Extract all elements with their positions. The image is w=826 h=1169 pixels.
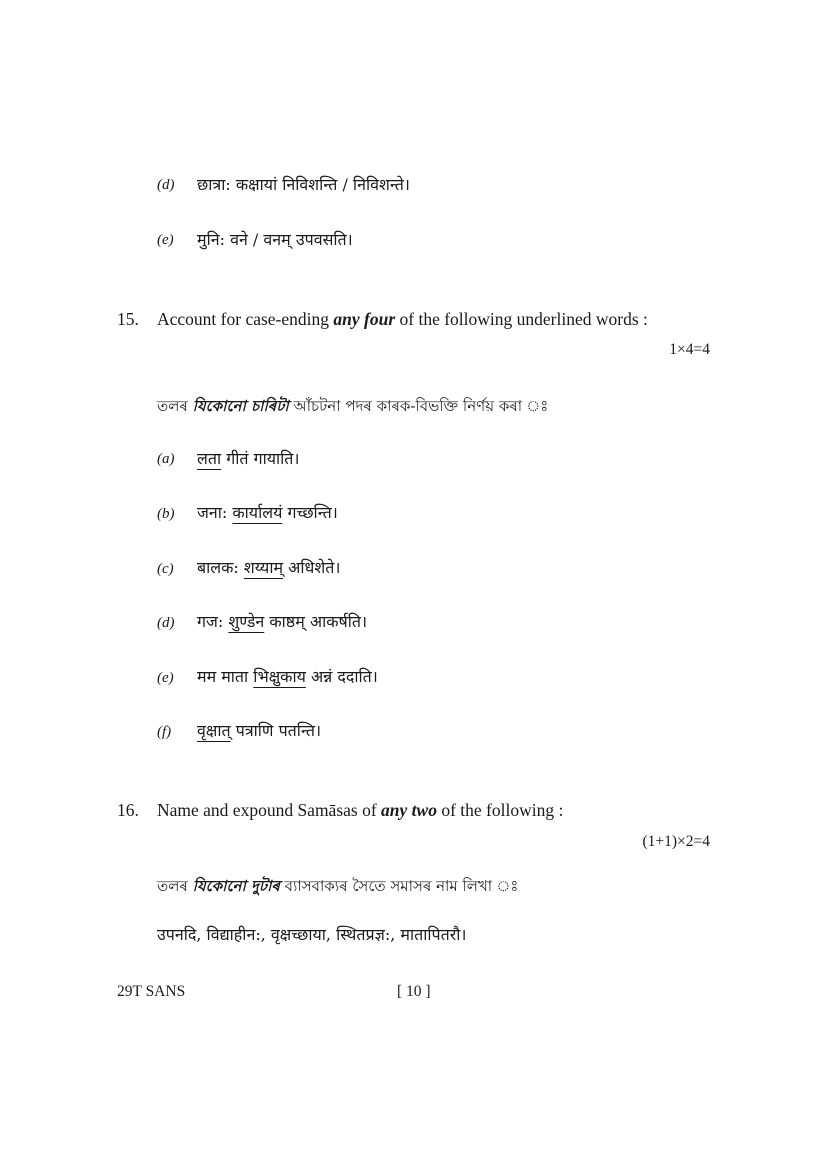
q15-item-b-text: जना: कार्यालयं गच्छन्ति। <box>197 503 338 522</box>
q15-item-a-text: लता गीतं गायाति। <box>197 449 300 468</box>
q16-question-emphasis: any two <box>381 800 437 820</box>
q15-item-f-text: वृक्षात् पत्राणि पतन्ति। <box>197 721 322 740</box>
q15-question: Account for case-ending any four of the following underlined words : <box>157 309 648 329</box>
footer-paper-code: 29T SANS <box>117 983 186 1000</box>
q15-item-a-label: (a) <box>157 451 175 467</box>
q15-item-f-label: (f) <box>157 724 172 740</box>
q16-marks: (1+1)×2=4 <box>642 833 710 850</box>
q14-item-d-label: (d) <box>157 177 175 193</box>
q14-item-e-label: (e) <box>157 232 174 248</box>
underlined-word: शुण्डेन <box>228 612 265 631</box>
underlined-word: लता <box>197 449 222 468</box>
underlined-word: कार्यालयं <box>232 503 283 522</box>
footer-page-number: [ 10 ] <box>397 983 431 1000</box>
q15-item-e-text: मम माता भिक्षुकाय अन्नं ददाति। <box>197 667 378 686</box>
q15-item-c-text: बालक: शय्याम् अधिशेते। <box>197 558 341 577</box>
q15-assamese-emphasis: যিকোনো চাৰিটা <box>192 397 289 415</box>
q16-words: उपनदि, विद्याहीन:, वृक्षच्छाया, स्थितप्रज्ञ:, मातापितरौ। <box>157 925 467 944</box>
q14-item-e-text: मुनि: वने / वनम् उपवसति। <box>197 230 353 249</box>
q16-question: Name and expound Samāsas of any two of the following : <box>157 800 564 820</box>
underlined-word: शय्याम् <box>243 558 284 577</box>
q16-assamese-emphasis: যিকোনো দুটাৰ <box>192 877 280 895</box>
q15-number: 15. <box>117 309 139 329</box>
q15-question-emphasis: any four <box>333 309 396 329</box>
q16-number: 16. <box>117 800 139 820</box>
underlined-word: वृक्षात् <box>197 721 231 740</box>
q15-item-d-text: गज: शुण्डेन काष्ठम् आकर्षति। <box>197 612 368 631</box>
q15-assamese-instruction: তলৰ যিকোনো চাৰিটা আঁচটনা পদৰ কাৰক-বিভক্তি নিৰ্ণয় কৰা ঃ <box>157 397 549 415</box>
q15-item-b-label: (b) <box>157 506 175 522</box>
q15-marks: 1×4=4 <box>669 341 710 358</box>
q14-item-d-text: छात्रा: कक्षायां निविशन्ति / निविशन्ते। <box>197 175 410 194</box>
q16-assamese-instruction: তলৰ যিকোনো দুটাৰ ব্যাসবাক্যৰ সৈতে সমাসৰ নাম লিখা ঃ <box>157 877 519 895</box>
q15-item-e-label: (e) <box>157 670 174 686</box>
underlined-word: भिक्षुकाय <box>253 667 306 686</box>
q15-item-c-label: (c) <box>157 561 174 577</box>
q15-item-d-label: (d) <box>157 615 175 631</box>
